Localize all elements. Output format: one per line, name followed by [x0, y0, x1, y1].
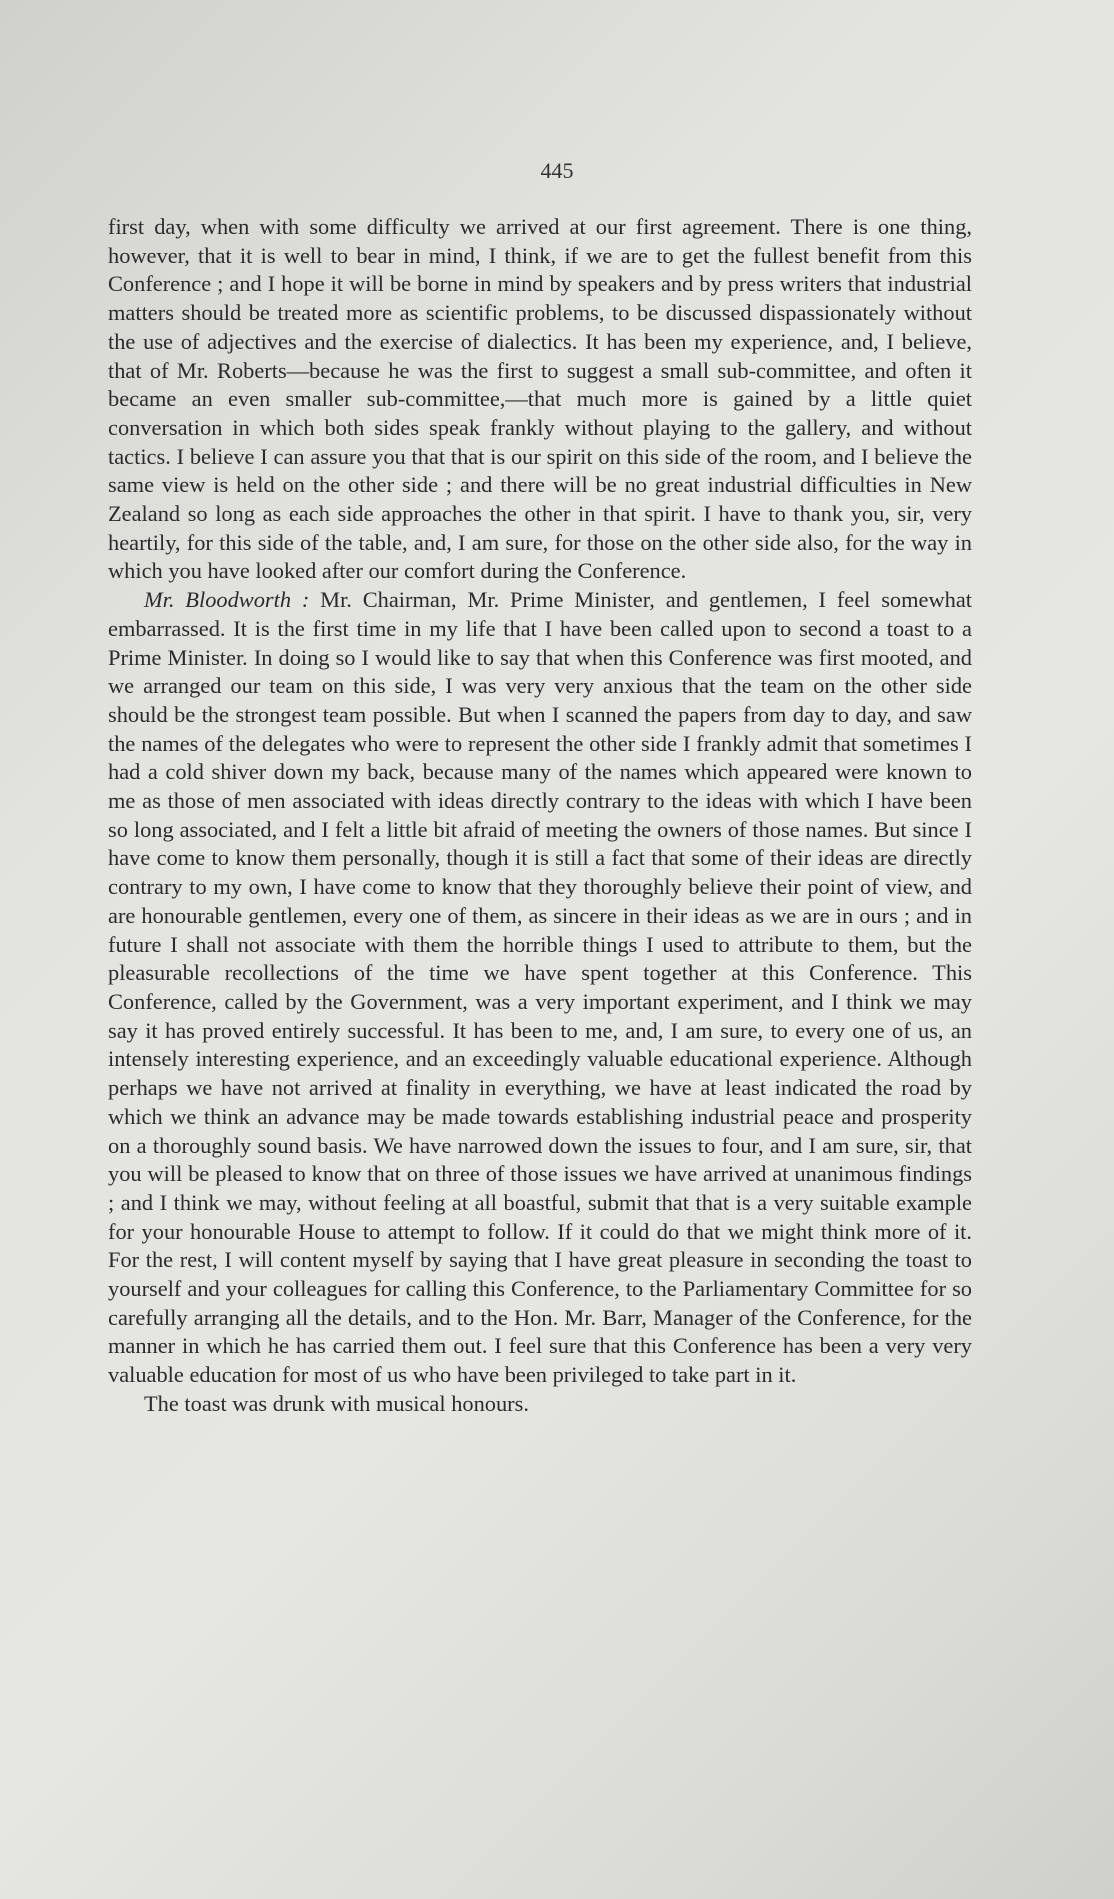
- paragraph-toast-note: [108, 1390, 972, 1419]
- page-number: 445: [540, 158, 574, 183]
- paragraph-continuation: [108, 213, 972, 586]
- speaker-name: Mr. Bloodworth :: [144, 587, 310, 613]
- paragraph-text: The toast was drunk with musical honours.: [144, 1390, 529, 1416]
- paragraph-text: first day, when with some difficulty we arrived at our first agreement. There is one thing, however, that it is well to bear in mind, I think, if we are to get the fullest benefit from this Conference ; and I hope it will be borne in mind by speakers and by press writers that industrial matters should be treated more as scientific problems, to be discussed dispassionately without the use of adjectives and the exercise of dialectics. It has been my experience, and, I believe, that of Mr. Roberts—because he was the first to suggest a small sub-committee, and often it became an even smaller sub-committee,—that much more is gained by a little quiet conversation in which both sides speak frankly without playing to the gallery, and without tactics. I believe I can assure you that that is our spirit on this side of the room, and I believe the same view is held on the other side ; and there will be no great industrial difficulties in New Zealand so long as each side approaches the other in that spirit. I have to thank you, sir, very heartily, for this side of the table, and, I am sure, for those on the other side also, for the way in which you have looked after our comfort during the Conference.: [108, 214, 972, 584]
- paragraph-text: Mr. Chairman, Mr. Prime Minister, and gentlemen, I feel somewhat embarrassed. It is the first time in my life that I have been called upon to second a toast to a Prime Minister. In doing so I would like to say that when this Conference was first mooted, and we arranged our team on this side, I was very very anxious that the team on the other side should be the strongest team possible. But when I scanned the papers from day to day, and saw the names of the delegates who were to represent the other side I frankly admit that sometimes I had a cold shiver down my back, because many of the names which appeared were known to me as those of men associated with ideas directly contrary to the ideas with which I have been so long associated, and I felt a little bit afraid of meeting the owners of those names. But since I have come to know them personally, though it is still a fact that some of their ideas are directly contrary to my own, I have come to know that they thoroughly believe their point of view, and are honourable gentlemen, every one of them, as sincere in their ideas as we are in ours ; and in future I shall not associate with them the horrible things I used to attribute to them, but the pleasurable recollections of the time we have spent together at this Conference. This Conference, called by the Government, was a very important experiment, and I think we may say it has proved entirely successful. It has been to me, and, I am sure, to every one of us, an intensely interesting experience, and an exceedingly valuable educational experience. Although perhaps we have not arrived at finality in everything, we have at least indicated the road by which we think an advance may be made towards establishing industrial peace and prosperity on a thoroughly sound basis. We have narrowed down the issues to four, and I am sure, sir, that you will be pleased to know that on three of those issues we have arrived at unanimous findings ; and I think we may, without feeling at all boastful, submit that that is a very suitable example for your honourable House to attempt to follow. If it could do that we might think more of it. For the rest, I will content myself by saying that I have great pleasure in seconding the toast to yourself and your colleagues for calling this Conference, to the Parliamentary Committee for so carefully arranging all the details, and to the Hon. Mr. Barr, Manager of the Conference, for the manner in which he has carried them out. I feel sure that this Conference has been a very very valuable education for most of us who have been privileged to take part in it.: [108, 587, 972, 1388]
- body-text: [108, 213, 972, 1419]
- paragraph-bloodworth-speech: [108, 586, 972, 1390]
